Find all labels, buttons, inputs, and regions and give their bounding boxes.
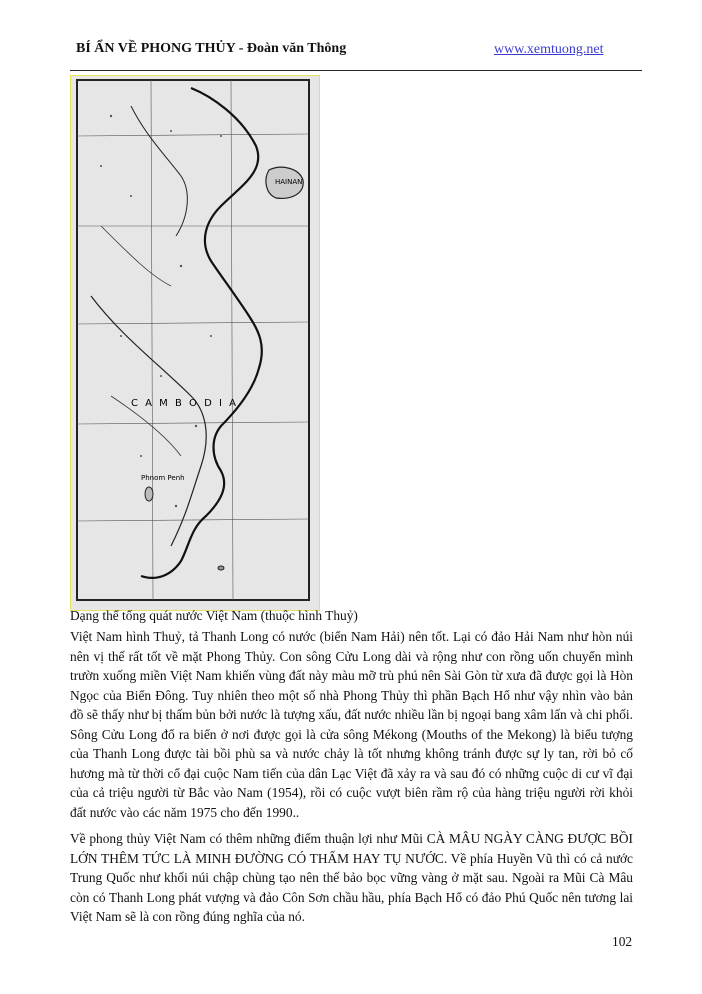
document-header-title: BÍ ẨN VỀ PHONG THỦY - Đoàn văn Thông (76, 41, 347, 56)
page-number: 102 (612, 934, 633, 949)
map-label-phnom-penh: Phnom Penh (141, 474, 185, 482)
header-website-link[interactable]: www.xemtuong.net (494, 42, 604, 57)
vietnam-map-image (70, 75, 320, 611)
body-paragraph: Việt Nam hình Thuỷ, tả Thanh Long có nước (biển Nam Hải) nên tốt. Lại có đảo Hải Nam như hòn núi nên vị thế rất tốt về mặt Phong Thủy. Con sông Cửu Long dài và rộng như con rồng uốn chuyển mình trườn xuống miền Việt Nam khiến vùng đất này màu mỡ trù phú nên Sài Gòn từ xưa đã được gọi là Hòn Ngọc của Biển Đông. Tuy nhiên theo một số nhà Phong Thủy thì phần Bạch Hổ như vậy nhìn vào bản đồ sẽ thấy như bị thấm bủn bởi nước là tượng xấu, đất nước nhiều lần bị ngoại bang xâm lấn và chi phối. Sông Cửu Long đổ ra biển ở nơi được gọi là cửa sông Mékong (Mouths of the Mekong) là biểu tượng của Thanh Long được tài bồi phù sa và nước chảy là tốt nhưng không tránh được sự ly tan, rời bỏ cố hương mà từ thời cổ đại cuộc Nam tiến của dân Lạc Việt đã xảy ra và sau đó có những cuộc di cư vĩ đại của cả triệu người từ Bắc vào Nam (1954), rồi có cuộc vượt biên rầm rộ của hàng triệu người rời khỏi đất nước vào các năm 1975 cho đến 1990.. (70, 629, 633, 820)
map-drawing (71, 76, 319, 610)
map-label-hainan: HAINAN (275, 178, 303, 186)
map-label-cambodia: C A M B O D I A (131, 398, 238, 409)
body-paragraph: Về phong thủy Việt Nam có thêm những điểm thuận lợi như Mũi CÀ MÂU NGÀY CÀNG ĐƯỢC BỒI LỚN THÊM TỨC LÀ MINH ĐƯỜNG CÓ THẤM HAY TỤ NƯỚC. Về phía Huyền Vũ thì có cả nước Trung Quốc như khối núi chập chùng tạo nên thế bảo bọc vững vàng ở mặt sau. Ngoài ra Mũi Cà Mâu còn có Thanh Long phát vượng và đảo Côn Sơn chầu hầu, phía Bạch Hổ có đảo Phú Quốc nên tương lai Việt Nam sẽ là con rồng đúng nghĩa của nó. (70, 831, 633, 924)
map-caption: Dạng thể tổng quát nước Việt Nam (thuộc hình Thuỷ) (70, 608, 358, 623)
header-divider (70, 70, 642, 71)
